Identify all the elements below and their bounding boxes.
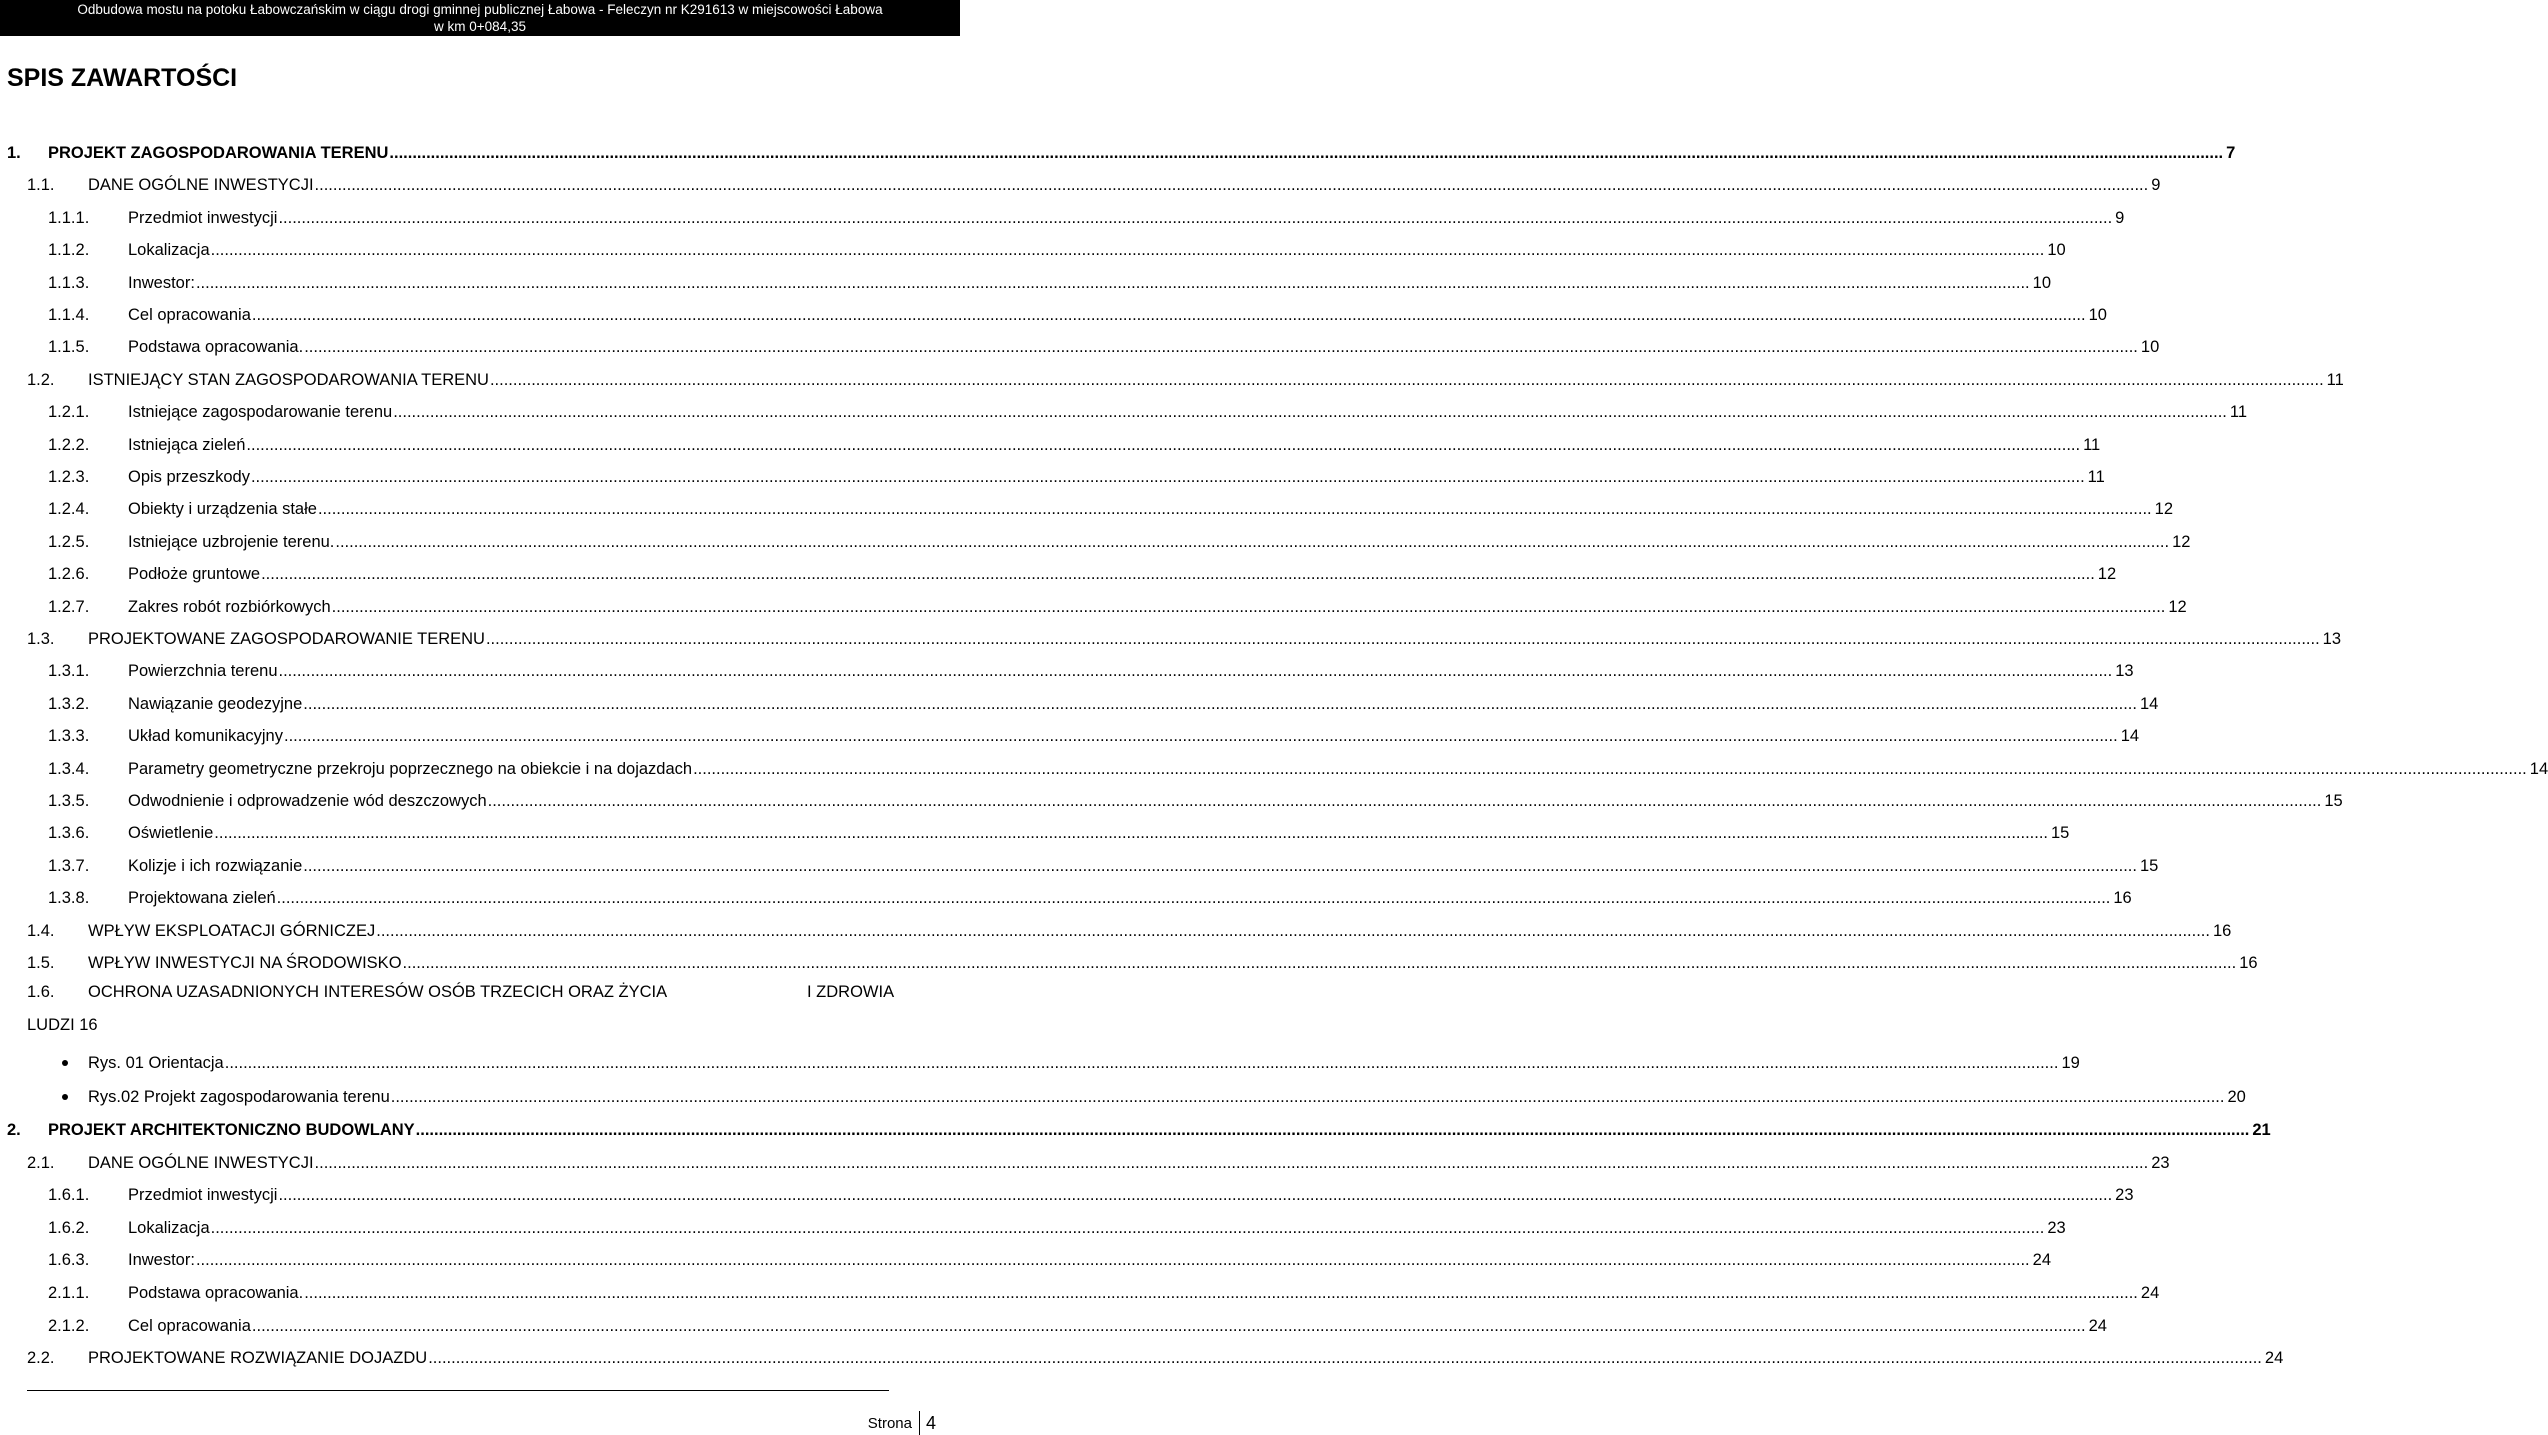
header-line-1: Odbudowa mostu na potoku Łabowczańskim w ciągu drogi gminnej publicznej Łabowa - Feleczyn nr K291613 w miejscowości Łabowa (77, 2, 883, 17)
toc-entry-page: 14 (2120, 727, 2140, 745)
toc-entry-number: 1.4. (27, 922, 55, 940)
toc-entry[interactable] (48, 817, 2070, 843)
toc-entry-page: 14 (2529, 760, 2548, 778)
toc-entry[interactable] (48, 558, 2117, 584)
toc-leader-dots: ................................................................................................................................................................................................................................................................................................................................................................................................................ (261, 565, 2095, 583)
page-title: SPIS ZAWARTOŚCI (7, 64, 238, 92)
toc-entry[interactable] (48, 299, 2107, 325)
toc-entry-page: 24 (2264, 1349, 2284, 1367)
toc-leader-dots: ................................................................................................................................................................................................................................................................................................................................................................................................................ (303, 857, 2137, 875)
bullet-icon (62, 1094, 68, 1100)
toc-entry-page: 16 (2113, 889, 2132, 907)
toc-entry[interactable] (7, 1114, 2271, 1140)
toc-leader-dots: ................................................................................................................................................................................................................................................................................................................................................................................................................ (485, 630, 2320, 648)
toc-leader-dots: ................................................................................................................................................................................................................................................................................................................................................................................................................ (276, 889, 2111, 907)
toc-entry-title: PROJEKTOWANE ROZWIĄZANIE DOJAZDU (88, 1349, 428, 1367)
toc-entry[interactable] (48, 526, 2191, 552)
page-number-label (868, 1411, 936, 1435)
toc-entry[interactable] (48, 753, 2548, 779)
toc-entry-number: 1.6.3. (48, 1251, 90, 1269)
toc-entry-title: Lokalizacja (128, 241, 210, 259)
toc-entry-page: 9 (2151, 176, 2161, 194)
toc-entry-number: 1.2.5. (48, 533, 90, 551)
toc-entry-title: Układ komunikacyjny (128, 727, 283, 745)
toc-entry[interactable] (27, 364, 2344, 390)
toc-entry-number: 1.3.4. (48, 760, 90, 778)
toc-leader-dots: ................................................................................................................................................................................................................................................................................................................................................................................................................ (335, 533, 2170, 551)
toc-entry-title[interactable]: OCHRONA UZASADNIONYCH INTERESÓW OSÓB TRZECICH ORAZ ŻYCIA (88, 983, 668, 1001)
toc-leader-dots: ................................................................................................................................................................................................................................................................................................................................................................................................................ (251, 1317, 2086, 1335)
toc-entry[interactable] (48, 331, 2160, 357)
toc-entry-title: Lokalizacja (128, 1219, 210, 1237)
toc-entry-title: Opis przeszkody (128, 468, 250, 486)
toc-entry-number: 1.1.1. (48, 209, 90, 227)
toc-leader-dots: ................................................................................................................................................................................................................................................................................................................................................................................................................ (693, 760, 2527, 778)
toc-entry-number: 1.1. (27, 176, 55, 194)
toc-entry-title: Podstawa opracowania. (128, 1284, 304, 1302)
toc-entry[interactable] (48, 396, 2248, 422)
toc-entry[interactable] (48, 1244, 2052, 1270)
toc-entry[interactable] (48, 493, 2173, 519)
toc-entry-page: 14 (2139, 695, 2159, 713)
toc-entry-number: 1.5. (27, 954, 55, 972)
toc-leader-dots: ................................................................................................................................................................................................................................................................................................................................................................................................................ (210, 1219, 2045, 1237)
toc-entry-number: 1.2.2. (48, 436, 90, 454)
toc-entry-page: 10 (2032, 274, 2052, 292)
toc-leader-dots: ................................................................................................................................................................................................................................................................................................................................................................................................................ (428, 1349, 2262, 1367)
page-label-text: Strona (867, 1414, 912, 1432)
toc-leader-dots: ................................................................................................................................................................................................................................................................................................................................................................................................................ (195, 1251, 2030, 1269)
toc-entry-title: Projektowana zieleń (128, 889, 276, 907)
header-line-2: w km 0+084,35 (434, 19, 526, 34)
toc-entry-page: 23 (2115, 1186, 2134, 1204)
toc-entry-title: Podstawa opracowania. (128, 338, 304, 356)
toc-entry-number: 1.6.2. (48, 1219, 90, 1237)
toc-leader-dots: ................................................................................................................................................................................................................................................................................................................................................................................................................ (331, 598, 2166, 616)
toc-leader-dots: ................................................................................................................................................................................................................................................................................................................................................................................................................ (317, 500, 2152, 518)
toc-entry-title: WPŁYW EKSPLOATACJI GÓRNICZEJ (88, 922, 376, 940)
toc-entry-page: 12 (2172, 533, 2191, 551)
toc-entry-number: 1.3.2. (48, 695, 90, 713)
toc-entry-page: 21 (2252, 1121, 2271, 1139)
toc-leader-dots: ................................................................................................................................................................................................................................................................................................................................................................................................................ (250, 468, 2085, 486)
toc-entry-number: 1.2.4. (48, 500, 90, 518)
toc-entry-number: 1.6.1. (48, 1186, 90, 1204)
toc-leader-dots: ................................................................................................................................................................................................................................................................................................................................................................................................................ (314, 1154, 2149, 1172)
toc-entry-number: 1.3.3. (48, 727, 90, 745)
toc-leader-dots: ................................................................................................................................................................................................................................................................................................................................................................................................................ (214, 824, 2048, 842)
toc-entry-title: Obiekty i urządzenia stałe (128, 500, 317, 518)
toc-entry-title-wrap[interactable]: LUDZI 16 (27, 1016, 98, 1034)
toc-entry-page: 10 (2047, 241, 2066, 259)
toc-entry[interactable] (48, 1212, 2066, 1238)
toc-entry[interactable] (27, 1342, 2284, 1368)
toc-entry-title: DANE OGÓLNE INWESTYCJI (88, 1154, 314, 1172)
toc-entry[interactable] (48, 429, 2101, 455)
toc-bullet-entry[interactable] (88, 1047, 2080, 1073)
toc-entry-page: 7 (2226, 144, 2236, 162)
toc-entry[interactable] (48, 234, 2066, 260)
toc-entry[interactable] (27, 623, 2342, 649)
toc-leader-dots: ................................................................................................................................................................................................................................................................................................................................................................................................................ (246, 436, 2081, 454)
toc-entry-page: 10 (2088, 306, 2107, 324)
toc-bullet-entry[interactable] (88, 1081, 2246, 1107)
toc-entry[interactable] (48, 655, 2134, 681)
toc-leader-dots: ................................................................................................................................................................................................................................................................................................................................................................................................................ (389, 144, 2224, 162)
toc-leader-dots: ................................................................................................................................................................................................................................................................................................................................................................................................................ (487, 792, 2322, 810)
toc-entry-page: 23 (2151, 1154, 2170, 1172)
toc-entry-page: 15 (2051, 824, 2070, 842)
toc-entry-number: 1.3.5. (48, 792, 90, 810)
toc-entry[interactable] (48, 1179, 2134, 1205)
toc-entry-number: 1.3. (27, 630, 55, 648)
toc-entry-title: Przedmiot inwestycji (128, 209, 278, 227)
toc-entry[interactable] (27, 169, 2161, 195)
bullet-icon (62, 1060, 68, 1066)
toc-entry-number: 1.6. (27, 983, 55, 1001)
toc-leader-dots: ................................................................................................................................................................................................................................................................................................................................................................................................................ (376, 922, 2210, 940)
toc-entry-title: PROJEKT ARCHITEKTONICZNO BUDOWLANY (48, 1121, 415, 1139)
toc-entry-title: WPŁYW INWESTYCJI NA ŚRODOWISKO (88, 954, 402, 972)
toc-entry[interactable] (27, 947, 2258, 973)
toc-entry-number: 1.2.1. (48, 403, 90, 421)
toc-leader-dots: ................................................................................................................................................................................................................................................................................................................................................................................................................ (224, 1054, 2059, 1072)
toc-entry-number: 1.2.6. (48, 565, 90, 583)
toc-entry-title: Nawiązanie geodezyjne (128, 695, 303, 713)
toc-leader-dots: ................................................................................................................................................................................................................................................................................................................................................................................................................ (278, 1186, 2113, 1204)
toc-leader-dots: ................................................................................................................................................................................................................................................................................................................................................................................................................ (304, 1284, 2138, 1302)
toc-leader-dots: ................................................................................................................................................................................................................................................................................................................................................................................................................ (393, 403, 2227, 421)
toc-entry-number: 1.1.2. (48, 241, 90, 259)
toc-entry[interactable] (48, 1310, 2107, 1336)
toc-entry-page: 15 (2324, 792, 2343, 810)
toc-entry-number: 1.3.7. (48, 857, 90, 875)
toc-entry-number: 1. (7, 144, 21, 162)
toc-entry[interactable] (7, 137, 2236, 163)
toc-entry-page: 24 (2088, 1317, 2107, 1335)
toc-leader-dots: ................................................................................................................................................................................................................................................................................................................................................................................................................ (210, 241, 2045, 259)
toc-entry-page: 24 (2032, 1251, 2052, 1269)
toc-entry-number: 1.2. (27, 371, 55, 389)
toc-entry-title: PROJEKT ZAGOSPODAROWANIA TERENU (48, 144, 389, 162)
toc-entry[interactable] (48, 1277, 2160, 1303)
toc-entry-title: Odwodnienie i odprowadzenie wód deszczowych (128, 792, 487, 810)
toc-entry[interactable] (48, 785, 2343, 811)
toc-entry-page: 11 (2083, 436, 2101, 454)
toc-entry-title: Istniejące zagospodarowanie terenu (128, 403, 393, 421)
toc-leader-dots: ................................................................................................................................................................................................................................................................................................................................................................................................................ (314, 176, 2149, 194)
toc-entry-title: Istniejące uzbrojenie terenu. (128, 533, 335, 551)
toc-entry-title: Parametry geometryczne przekroju poprzecznego na obiekcie i na dojazdach (128, 760, 693, 778)
toc-entry-page: 15 (2139, 857, 2159, 875)
toc-leader-dots: ................................................................................................................................................................................................................................................................................................................................................................................................................ (303, 695, 2137, 713)
toc-leader-dots: ................................................................................................................................................................................................................................................................................................................................................................................................................ (278, 209, 2113, 227)
toc-leader-dots: ................................................................................................................................................................................................................................................................................................................................................................................................................ (283, 727, 2118, 745)
toc-entry-title: Rys. 01 Orientacja (88, 1054, 224, 1072)
toc-entry-page: 12 (2168, 598, 2187, 616)
toc-entry-title: Istniejąca zieleń (128, 436, 246, 454)
toc-entry-number: 2.1. (27, 1154, 55, 1172)
toc-entry-page: 9 (2115, 209, 2125, 227)
toc-entry-title: Rys.02 Projekt zagospodarowania terenu (88, 1088, 390, 1106)
toc-entry-page: 16 (2239, 954, 2258, 972)
toc-leader-dots: ................................................................................................................................................................................................................................................................................................................................................................................................................ (304, 338, 2138, 356)
toc-leader-dots: ................................................................................................................................................................................................................................................................................................................................................................................................................ (195, 274, 2030, 292)
toc-entry-title: PROJEKTOWANE ZAGOSPODAROWANIE TERENU (88, 630, 485, 648)
toc-entry-page: 19 (2061, 1054, 2080, 1072)
toc-entry-page: 12 (2154, 500, 2173, 518)
toc-leader-dots: ................................................................................................................................................................................................................................................................................................................................................................................................................ (251, 306, 2086, 324)
toc-entry-number: 2. (7, 1121, 21, 1139)
page-number: 4 (925, 1412, 936, 1433)
toc-entry-title: Przedmiot inwestycji (128, 1186, 278, 1204)
toc-entry-number: 1.3.8. (48, 889, 90, 907)
toc-entry-number: 1.2.3. (48, 468, 90, 486)
toc-leader-dots: ................................................................................................................................................................................................................................................................................................................................................................................................................ (402, 954, 2237, 972)
toc-entry-number: 1.2.7. (48, 598, 90, 616)
toc-entry-title: ISTNIEJĄCY STAN ZAGOSPODAROWANIA TERENU (88, 371, 489, 389)
toc-leader-dots: ................................................................................................................................................................................................................................................................................................................................................................................................................ (489, 371, 2324, 389)
toc-entry-page: 24 (2140, 1284, 2160, 1302)
toc-entry-page: 10 (2140, 338, 2160, 356)
toc-entry-title: Powierzchnia terenu (128, 662, 278, 680)
toc-entry-number: 1.1.5. (48, 338, 90, 356)
toc-entry-number: 1.1.4. (48, 306, 90, 324)
toc-entry-title: Cel opracowania (128, 1317, 251, 1335)
toc-entry-title: Inwestor: (128, 274, 195, 292)
toc-entry-title: Podłoże gruntowe (128, 565, 261, 583)
toc-entry-number: 1.3.6. (48, 824, 90, 842)
toc-entry-title: Cel opracowania (128, 306, 251, 324)
toc-entry[interactable] (48, 591, 2187, 617)
toc-entry-page: 20 (2227, 1088, 2246, 1106)
toc-entry[interactable] (48, 688, 2159, 714)
toc-entry-page: 11 (2229, 403, 2248, 421)
toc-entry-title: Zakres robót rozbiórkowych (128, 598, 331, 616)
toc-entry[interactable] (48, 882, 2132, 908)
toc-entry-number: 1.3.1. (48, 662, 90, 680)
toc-entry[interactable] (27, 1147, 2170, 1173)
toc-entry-title: Oświetlenie (128, 824, 214, 842)
toc-leader-dots: ................................................................................................................................................................................................................................................................................................................................................................................................................ (278, 662, 2113, 680)
toc-entry-page: 11 (2087, 468, 2105, 486)
toc-entry-page: 11 (2326, 371, 2344, 389)
toc-entry-page: 16 (2212, 922, 2232, 940)
toc-leader-dots: ................................................................................................................................................................................................................................................................................................................................................................................................................ (390, 1088, 2225, 1106)
toc-entry[interactable] (48, 267, 2052, 293)
toc-entry[interactable] (48, 202, 2125, 228)
toc-entry-title: DANE OGÓLNE INWESTYCJI (88, 176, 314, 194)
toc-entry-title: Kolizje i ich rozwiązanie (128, 857, 303, 875)
page-label-separator (919, 1411, 920, 1435)
toc-entry-number: 1.1.3. (48, 274, 90, 292)
toc-entry[interactable] (27, 915, 2232, 941)
toc-entry-page: 23 (2047, 1219, 2066, 1237)
toc-entry[interactable] (48, 850, 2159, 876)
toc-entry-number: 2.1.1. (48, 1284, 90, 1302)
toc-entry[interactable] (48, 720, 2140, 746)
toc-entry-page: 13 (2115, 662, 2134, 680)
toc-entry[interactable] (48, 461, 2105, 487)
toc-entry-number: 2.1.2. (48, 1317, 90, 1335)
toc-entry-number: 2.2. (27, 1349, 55, 1367)
footer-divider (27, 1390, 889, 1391)
toc-entry-title-continued[interactable]: I ZDROWIA (807, 983, 895, 1001)
toc-entry-title: Inwestor: (128, 1251, 195, 1269)
toc-entry-page: 12 (2097, 565, 2117, 583)
toc-entry-page: 13 (2322, 630, 2342, 648)
toc-leader-dots: ................................................................................................................................................................................................................................................................................................................................................................................................................ (415, 1121, 2250, 1139)
